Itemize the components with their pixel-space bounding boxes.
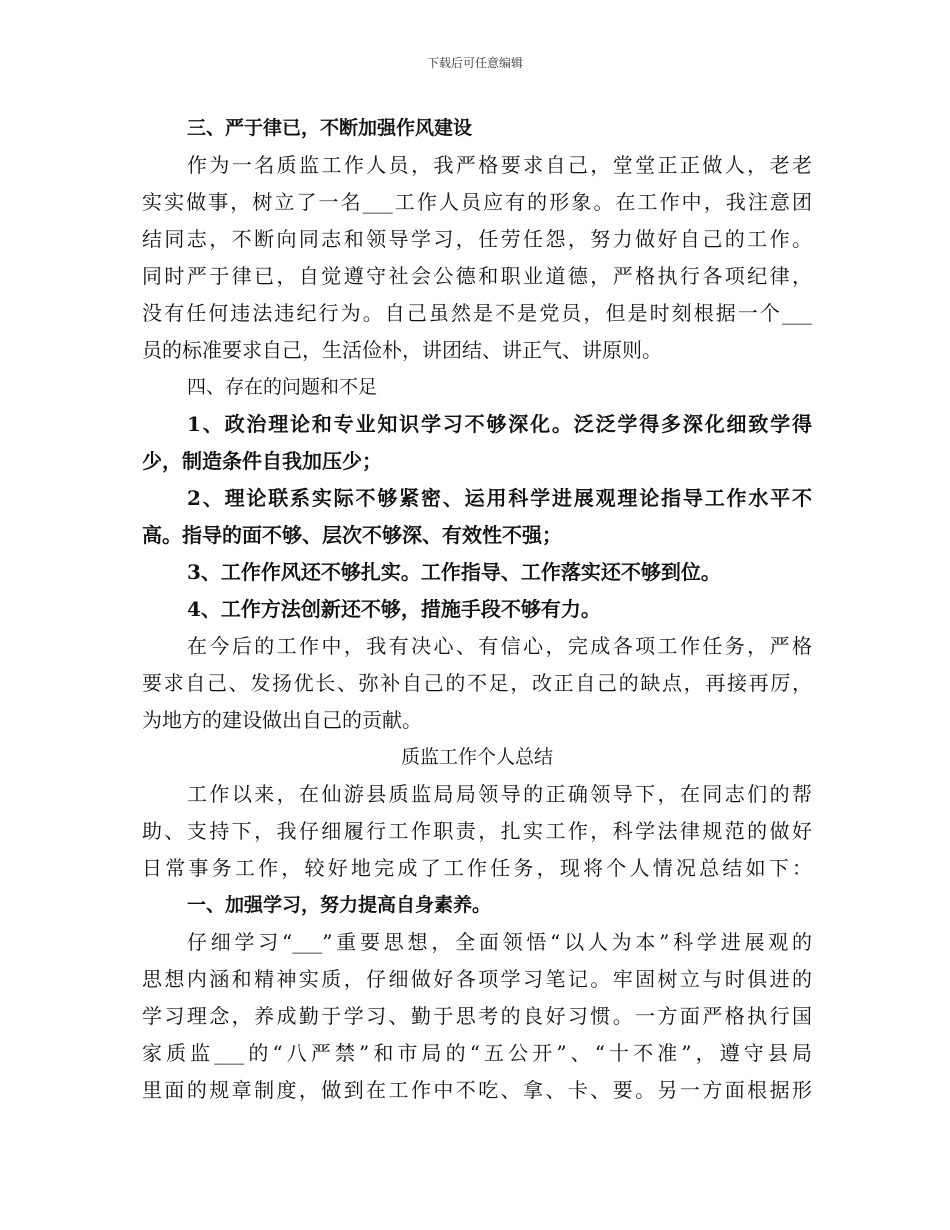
text-line: 日常事务工作，较好地完成了工作任务，现将个人情况总结如下： [142,856,812,880]
document-body [142,110,812,1109]
text-line: 质监工作个人总结 [400,746,553,768]
text-line: 要求自己、发扬优长、弥补自己的不足，改正自己的缺点，再接再厉， [142,671,812,695]
text-line: 员的标准要求自己，生活俭朴，讲团结、讲正气、讲原则。 [142,338,662,362]
text-line: 三、严于律已，不断加强作风建设 [187,117,473,139]
text-line: 工作以来，在仙游县质监局局领导的正确领导下，在同志们的帮 [187,782,812,806]
text-line: 四、存在的问题和不足 [187,376,378,398]
text-line: 2、理论联系实际不够紧密、运用科学进展观理论指导工作水平不 [187,486,812,510]
text-line: 为地方的建设做出自己的贡献。 [142,708,422,732]
text-line: 在今后的工作中，我有决心、有信心，完成各项工作任务，严格 [187,634,812,658]
text-line: 没有任何违法违纪行为。自己虽然是不是党员，但是时刻根据一个___ [142,301,812,325]
text-line: 家质监___的“八严禁”和市局的“五公开”、“十不准”，遵守县局 [142,1041,812,1065]
text-line: 作为一名质监工作人员，我严格要求自己，堂堂正正做人，老老 [187,153,812,177]
text-line: 少，制造条件自我加压少； [142,449,382,473]
text-line: 学习理念，养成勤于学习、勤于思考的良好习惯。一方面严格执行国 [142,1004,812,1028]
text-line: 思想内涵和精神实质，仔细做好各项学习笔记。牢固树立与时俱进的 [142,967,812,991]
text-line: 一、加强学习，努力提高自身素养。 [187,894,492,916]
text-line: 4、工作方法创新还不够，措施手段不够有力。 [187,597,601,621]
text-line: 结同志，不断向同志和领导学习，任劳任怨，努力做好自己的工作。 [142,227,812,251]
text-line: 助、支持下，我仔细履行工作职责，扎实工作，科学法律规范的做好 [142,819,812,843]
text-line: 里面的规章制度，做到在工作中不吃、拿、卡、要。另一方面根据形 [142,1078,812,1102]
text-line: 同时严于律已，自觉遵守社会公德和职业道德，严格执行各项纪律， [142,264,812,288]
text-line: 仔细学习“___”重要思想，全面领悟“以人为本”科学进展观的 [187,930,812,954]
text-line: 3、工作作风还不够扎实。工作指导、工作落实还不够到位。 [187,560,721,584]
text-line: 高。指导的面不够、层次不够深、有效性不强； [142,523,562,547]
text-line: 1、政治理论和专业知识学习不够深化。泛泛学得多深化细致学得 [187,412,812,436]
page-header: 下载后可任意编辑 [426,56,523,70]
text-line: 实实做事，树立了一名___工作人员应有的形象。在工作中，我注意团 [142,190,812,214]
